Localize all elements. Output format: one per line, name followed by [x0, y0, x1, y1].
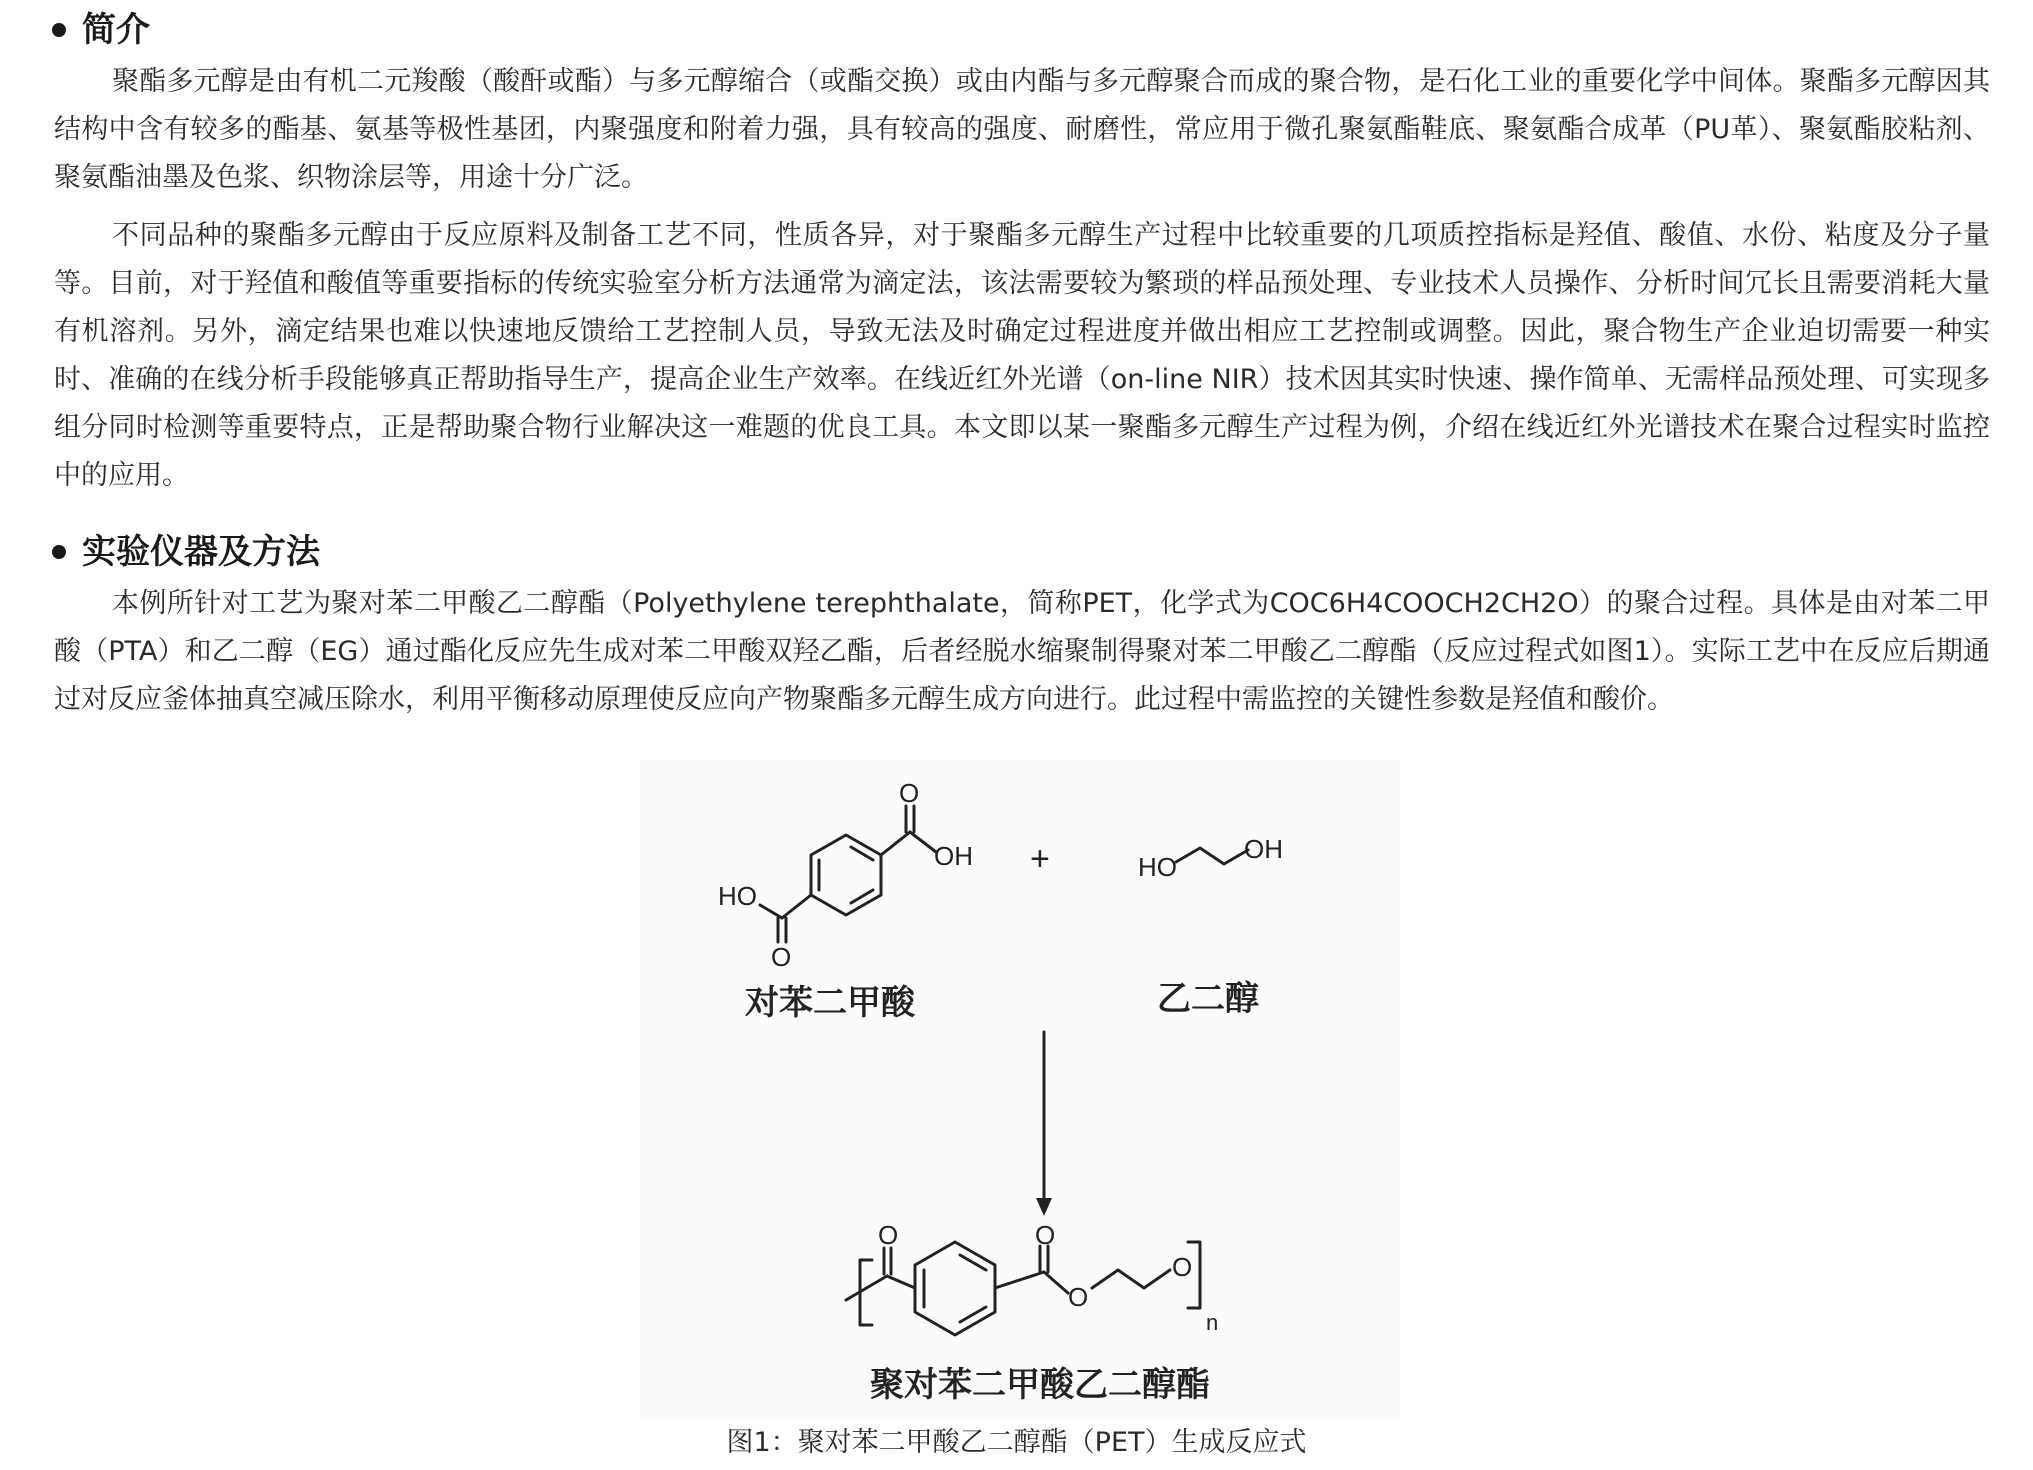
- atom-label: OH: [934, 841, 973, 871]
- polymer-subscript: n: [1206, 1310, 1219, 1335]
- product-name: 聚对苯二甲酸乙二醇酯: [870, 1367, 1210, 1404]
- atom-label: O: [1035, 1220, 1056, 1250]
- reaction-arrow-head: [1036, 1198, 1052, 1216]
- polymer-bracket-left: [860, 1260, 872, 1325]
- section-title-methods: [52, 530, 320, 574]
- bond: [910, 832, 936, 852]
- reaction-scheme: [640, 760, 1400, 1420]
- reactant2-name: 乙二醇: [1157, 981, 1259, 1018]
- bullet-icon: [52, 23, 66, 37]
- bond: [782, 895, 811, 918]
- bond: [1044, 1272, 1068, 1293]
- paragraph-intro-2: 不同品种的聚酯多元醇由于反应原料及制备工艺不同，性质各异，对于聚酯多元醇生产过程中比较重要的几项质控指标是羟值、酸值、水份、粘度及分子量等。目前，对于羟值和酸值等重要指标的传统实验室分析方法通常为滴定法，该法需要较为繁琐的样品预处理、专业技术人员操作、分析时间冗长且需要消耗大量有机溶剂。另外，滴定结果也难以快速地反馈给工艺控制人员，导致无法及时确定过程进度并做出相应工艺控制或调整。因此，聚合物生产企业迫切需要一种实时、准确的在线分析手段能够真正帮助指导生产，提高企业生产效率。在线近红外光谱（on-line NIR）技术因其实时快速、操作简单、无需样品预处理、可实现多组分同时检测等重要特点，正是帮助聚合物行业解决这一难题的优良工具。本文即以某一聚酯多元醇生产过程为例，介绍在线近红外光谱技术在聚合过程实时监控中的应用。: [54, 220, 1990, 491]
- bullet-icon: [52, 545, 66, 559]
- bond: [995, 1272, 1044, 1288]
- bond: [846, 1276, 887, 1300]
- atom-label: O: [899, 778, 920, 808]
- section-title-text: 实验仪器及方法: [82, 532, 320, 572]
- atom-label: HO: [1138, 852, 1177, 882]
- atom-label: OH: [1244, 834, 1283, 864]
- atom-label: O: [1068, 1282, 1089, 1312]
- paragraph-intro-1: 聚酯多元醇是由有机二元羧酸（酸酐或酯）与多元醇缩合（或酯交换）或由内酯与多元醇聚合而成的聚合物，是石化工业的重要化学中间体。聚酯多元醇因其结构中含有较多的酯基、氨基等极性基团，内聚强度和附着力强，具有较高的强度、耐磨性，常应用于微孔聚氨酯鞋底、聚氨酯合成革（PU革）、聚氨酯胶粘剂、聚氨酯油墨及色浆、织物涂层等，用途十分广泛。: [54, 66, 1990, 193]
- bond: [881, 832, 910, 855]
- bond: [887, 1276, 915, 1288]
- section-title-intro: [52, 8, 150, 52]
- atom-label: O: [771, 942, 792, 972]
- atom-label: HO: [718, 881, 757, 911]
- atom-label: O: [1172, 1252, 1193, 1282]
- reaction-figure: [640, 760, 1400, 1420]
- ethylene-glycol-chain: [1176, 848, 1248, 864]
- reactant1-name: 对苯二甲酸: [745, 985, 915, 1022]
- benzene-ring-pta: [811, 835, 881, 915]
- bond: [760, 905, 782, 918]
- figure-caption: 图1：聚对苯二甲酸乙二醇酯（PET）生成反应式: [726, 1427, 1307, 1458]
- atom-label: O: [878, 1220, 899, 1250]
- ethylene-chain: [1092, 1270, 1170, 1288]
- section-title-text: 简介: [82, 10, 150, 50]
- paragraph-methods-1: 本例所针对工艺为聚对苯二甲酸乙二醇酯（Polyethylene terephthalate，简称PET，化学式为COC6H4COOCH2CH2O）的聚合过程。具体是由对苯二甲酸（PTA）和乙二醇（EG）通过酯化反应先生成对苯二甲酸双羟乙酯，后者经脱水缩聚制得聚对苯二甲酸乙二醇酯（反应过程式如图1）。实际工艺中在反应后期通过对反应釜体抽真空减压除水，利用平衡移动原理使反应向产物聚酯多元醇生成方向进行。此过程中需监控的关键性参数是羟值和酸价。: [54, 588, 1990, 715]
- benzene-ring-pet: [915, 1242, 995, 1335]
- plus-sign: +: [1030, 840, 1050, 878]
